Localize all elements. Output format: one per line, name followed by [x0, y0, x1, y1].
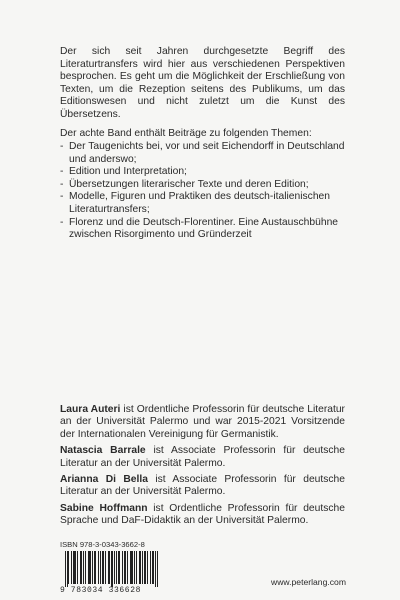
- author-name: Sabine Hoffmann: [60, 502, 148, 514]
- barcode-digits: 9 783034 336628: [60, 586, 142, 595]
- list-item: - Modelle, Figuren und Praktiken des deutsch-italienischen Literaturtransfers;: [60, 191, 331, 215]
- author-bio: [60, 445, 345, 470]
- author-name: Laura Auteri: [60, 404, 121, 415]
- barcode-icon: [65, 551, 160, 587]
- author-description: ist Ordentliche Professorin für deutsche Sprache und DaF-Didaktik an der Universität Palermo.: [60, 502, 345, 527]
- author-bio: [60, 404, 345, 441]
- author-name: Natascia Barrale: [60, 445, 146, 457]
- list-item: - Übersetzungen literarischer Texte und deren Edition;: [60, 178, 309, 190]
- author-bios: [60, 404, 345, 532]
- author-description: ist Ordentliche Professorin für deutsche Literatur an der Universität Palermo und war 2015-2021 Vorsitzende der Internationalen Vereinigung für Germanistik.: [60, 404, 345, 440]
- author-bio: [60, 503, 345, 528]
- publisher-url[interactable]: www.peterlang.com: [271, 577, 346, 587]
- topics-lead: Der achte Band enthält Beiträge zu folgenden Themen:: [60, 128, 312, 139]
- isbn-block: [60, 540, 200, 595]
- intro-text: [60, 46, 345, 122]
- author-bio: [60, 474, 345, 499]
- topics-list: [60, 141, 345, 242]
- intro-paragraph: Der sich seit Jahren durchgesetzte Begriff des Literaturtransfers wird hier aus verschiedenen Perspektiven besprochen. Es geht um die Möglichkeit der Erschließung von Texten, um die Rezeption seitens des Publikums, um das Editionswesen und nicht zuletzt um die Kunst des Übersetzens.: [60, 46, 345, 120]
- author-name: Arianna Di Bella: [60, 474, 148, 486]
- list-item: - Der Taugenichts bei, vor und seit Eichendorff in Deutschland und anderswo;: [60, 141, 345, 165]
- isbn-label: ISBN 978-3-0343-3662-8: [60, 540, 145, 549]
- list-item: - Florenz und die Deutsch-Florentiner. Eine Austauschbühne zwischen Risorgimento und Gründerzeit: [60, 216, 339, 241]
- list-item: - Edition und Interpretation;: [60, 166, 187, 178]
- author-description: ist Associate Professorin für deutsche Literatur an der Universität Palermo.: [60, 445, 345, 469]
- author-description: ist Associate Professorin für deutsche Literatur an der Universität Palermo.: [60, 474, 346, 498]
